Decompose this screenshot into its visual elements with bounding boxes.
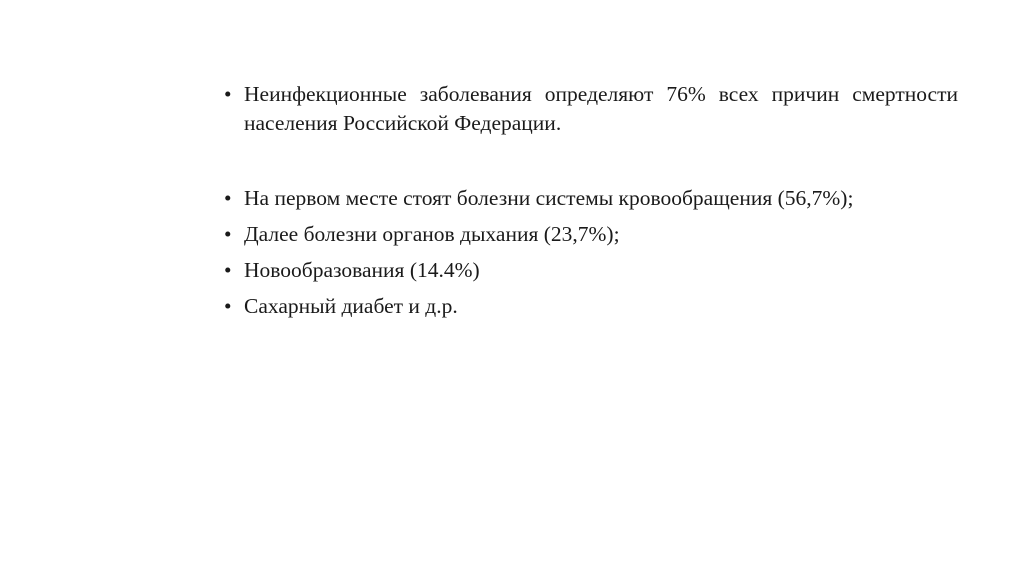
list-item-text: Сахарный диабет и д.р. bbox=[244, 294, 458, 318]
list-item bbox=[224, 80, 958, 138]
list-item bbox=[224, 184, 958, 213]
list-item-text: Новообразования (14.4%) bbox=[244, 258, 480, 282]
bullet-icon: • bbox=[224, 258, 232, 282]
list-item bbox=[224, 256, 958, 285]
bullet-icon: • bbox=[224, 82, 232, 106]
list-item bbox=[224, 220, 958, 249]
list-item-text: Неинфекционные заболевания определяют 76% всех причин смертности населения Российской Федерации. bbox=[244, 82, 958, 135]
bullet-icon: • bbox=[224, 186, 232, 210]
bullet-list bbox=[224, 80, 958, 321]
bullet-icon: • bbox=[224, 294, 232, 318]
list-item-text: Далее болезни органов дыхания (23,7%); bbox=[244, 222, 620, 246]
list-item bbox=[224, 292, 958, 321]
list-item-text: На первом месте стоят болезни системы кровообращения (56,7%); bbox=[244, 186, 854, 210]
bullet-icon: • bbox=[224, 222, 232, 246]
